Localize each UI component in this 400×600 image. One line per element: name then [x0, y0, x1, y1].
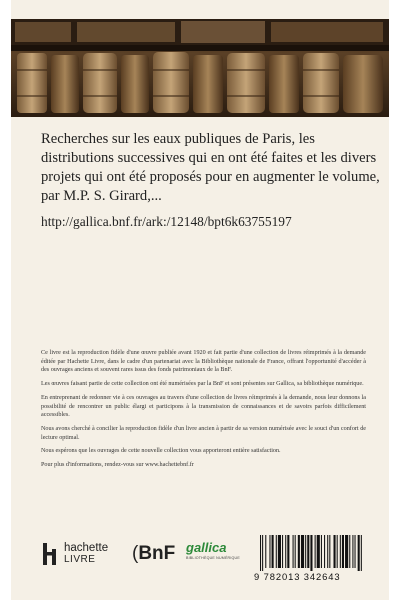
isbn-barcode: [254, 535, 391, 585]
gallica-logo: [186, 540, 240, 560]
hachette-livre-logo: [41, 539, 108, 569]
gallica-subtitle: BIBLIOTHÈQUE NUMÉRIQUE: [186, 556, 240, 560]
barcode-digits: 9 782013 342643: [254, 571, 341, 582]
blurb-paragraph: En entreprenant de redonner vie à ces ouvrages au travers d'une collection de livres réimprimés à la demande, nous leur donnons la possibilité de rencontrer un public élargi et participons à la transmission de connaissances et de savoirs parfois difficilement accessibles.: [41, 394, 366, 419]
hachette-wordmark: hachette: [64, 542, 109, 554]
barcode-bars-icon: [254, 535, 391, 571]
books-shelf-banner-image: [11, 19, 389, 117]
collection-description: [41, 349, 366, 475]
hachette-h-icon: [41, 541, 61, 567]
gallica-ark-url: http://gallica.bnf.fr/ark:/12148/bpt6k63755197: [41, 214, 292, 229]
blurb-paragraph: Pour plus d'informations, rendez-vous sur www.hachettebnf.fr: [41, 462, 194, 469]
gallica-wordmark: gallica: [186, 540, 227, 555]
bnf-logo: (BnF: [132, 543, 176, 564]
bnf-wordmark: BnF: [138, 543, 176, 564]
publisher-footer: [41, 535, 386, 585]
blurb-paragraph: Nous espérons que les ouvrages de cette nouvelle collection vous apporteront entière satisfaction.: [41, 448, 281, 455]
livre-wordmark: LIVRE: [64, 554, 96, 565]
blurb-paragraph: Les œuvres faisant partie de cette collection ont été numérisées par la BnF et sont présentes sur Gallica, sa bibliothèque numérique.: [41, 381, 364, 388]
book-title: Recherches sur les eaux publiques de Paris, les distributions successives qui en ont été faites et les divers projets qui ont été proposés pour en augmenter le volume, par M.P. S. Girard,...: [41, 131, 380, 204]
blurb-paragraph: Nous avons cherché à concilier la reproduction fidèle d'un livre ancien à partir de sa version numérisée avec le souci d'un confort de lecture optimal.: [41, 425, 366, 441]
blurb-paragraph: Ce livre est la reproduction fidèle d'une œuvre publiée avant 1920 et fait partie d'une collection de livres réimprimés à la demande éditée par Hachette Livre, dans le cadre d'un partenariat avec la Bibliothèque nationale de France, offrant l'opportunité d'accéder à des ouvrages anciens et souvent rares issus des fonds patrimoniaux de la BnF.: [41, 350, 366, 374]
